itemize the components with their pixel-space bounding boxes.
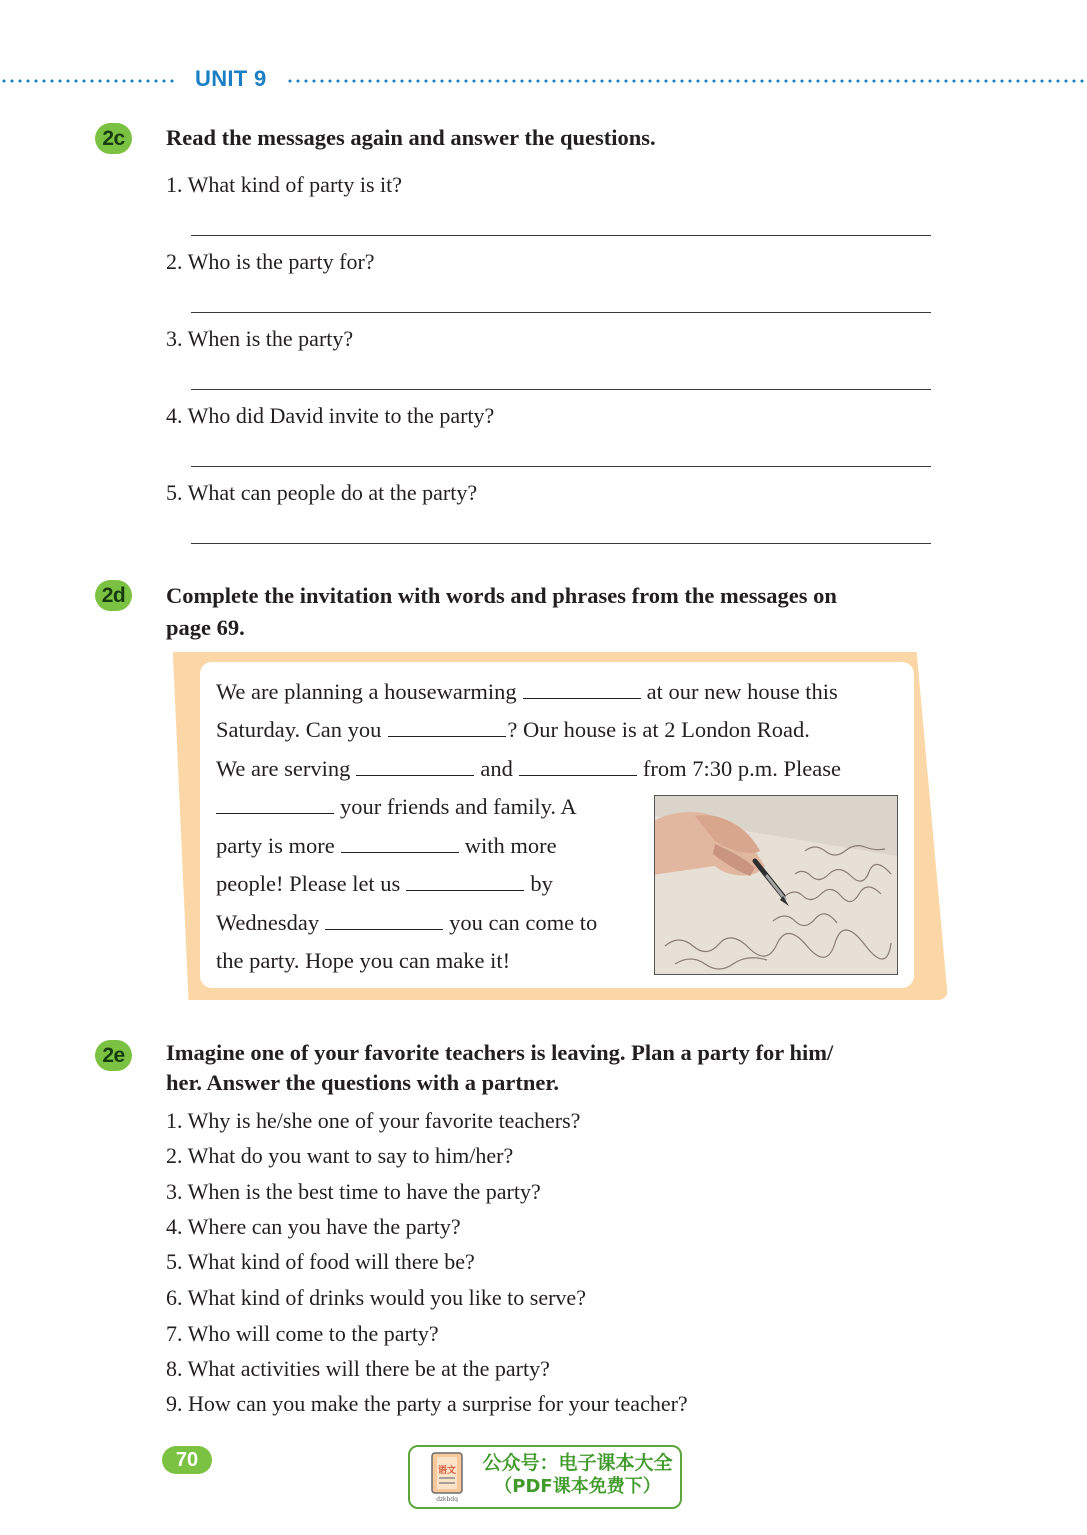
fill-in-blank-3[interactable]: [356, 774, 474, 776]
invitation-text: from 7:30 p.m. Please: [642, 756, 841, 781]
answer-line-3[interactable]: [191, 389, 931, 390]
question-2e-3: 3. When is the best time to have the party?: [166, 1179, 541, 1204]
watermark-logo-caption: dzkbdq: [436, 1496, 458, 1502]
invitation-text: you can come to: [449, 910, 598, 935]
section-2e-instruction-line1: Imagine one of your favorite teachers is leaving. Plan a party for him/: [166, 1040, 834, 1065]
invitation-text: ? Our house is at 2 London Road.: [507, 717, 810, 742]
fill-in-blank-1[interactable]: [523, 697, 641, 699]
invitation-text: at our new house this: [646, 679, 838, 704]
question-2e-1: 1. Why is he/she one of your favorite teachers?: [166, 1108, 581, 1133]
watermark-line-2: （PDF课本免费下）: [494, 1476, 661, 1497]
question-2e-6: 6. What kind of drinks would you like to serve?: [166, 1285, 586, 1310]
invitation-line-1: [216, 678, 838, 706]
invitation-line-4: [216, 793, 577, 821]
handwriting-illustration: [655, 796, 897, 974]
question-2e-2: 2. What do you want to say to him/her?: [166, 1143, 514, 1168]
question-2c-1: 1. What kind of party is it?: [166, 172, 403, 197]
question-2e-9: 9. How can you make the party a surprise for your teacher?: [166, 1391, 688, 1416]
question-2e-8: 8. What activities will there be at the party?: [166, 1356, 550, 1381]
page-number: 70: [162, 1446, 212, 1474]
answer-line-1[interactable]: [191, 235, 931, 236]
question-2e-7: 7. Who will come to the party?: [166, 1321, 439, 1346]
question-2e-4: 4. Where can you have the party?: [166, 1214, 461, 1239]
invitation-text: by: [530, 871, 553, 896]
invitation-text: the party. Hope you can make it!: [216, 948, 511, 973]
handwriting-photo-icon: [654, 795, 898, 975]
invitation-text: We are planning a housewarming: [216, 679, 517, 704]
section-2e-instruction-line2: her. Answer the questions with a partner.: [166, 1070, 559, 1095]
fill-in-blank-7[interactable]: [406, 889, 524, 891]
question-2c-2: 2. Who is the party for?: [166, 249, 375, 274]
fill-in-blank-5[interactable]: [216, 812, 334, 814]
invitation-line-2: [216, 716, 810, 744]
invitation-text: and: [480, 756, 513, 781]
watermark-line-1: 公众号：电子课本大全: [482, 1452, 673, 1474]
invitation-text: with more: [464, 833, 557, 858]
fill-in-blank-6[interactable]: [341, 851, 459, 853]
invitation-line-8: [216, 947, 510, 975]
section-2d-instruction-line2: page 69.: [166, 615, 245, 640]
invitation-line-3: [216, 755, 841, 783]
invitation-text: Saturday. Can you: [216, 717, 382, 742]
unit-title: UNIT 9: [195, 66, 267, 91]
section-2c-instruction: Read the messages again and answer the questions.: [166, 125, 656, 150]
answer-line-2[interactable]: [191, 312, 931, 313]
header-dotted-rule-left: [0, 79, 178, 83]
answer-line-5[interactable]: [191, 543, 931, 544]
invitation-line-5: [216, 832, 557, 860]
invitation-text: party is more: [216, 833, 335, 858]
invitation-line-6: [216, 870, 553, 898]
invitation-text: people! Please let us: [216, 871, 401, 896]
fill-in-blank-2[interactable]: [388, 735, 506, 737]
fill-in-blank-8[interactable]: [325, 928, 443, 930]
question-2c-3: 3. When is the party?: [166, 326, 354, 351]
invitation-text: Wednesday: [216, 910, 320, 935]
watermark-logo-text: 语文: [437, 1466, 457, 1476]
section-badge-2c: 2c: [95, 123, 132, 154]
invitation-line-7: [216, 909, 597, 937]
book-icon: [428, 1450, 468, 1502]
fill-in-blank-4[interactable]: [519, 774, 637, 776]
header-dotted-rule-right: [286, 79, 1087, 83]
section-badge-2d: 2d: [95, 580, 132, 611]
invitation-text: your friends and family. A: [340, 794, 577, 819]
watermark-banner: [408, 1445, 682, 1509]
section-badge-2e: 2e: [95, 1040, 132, 1071]
invitation-text: We are serving: [216, 756, 351, 781]
question-2c-5: 5. What can people do at the party?: [166, 480, 478, 505]
answer-line-4[interactable]: [191, 466, 931, 467]
section-2d-instruction-line1: Complete the invitation with words and phrases from the messages on: [166, 583, 837, 608]
question-2c-4: 4. Who did David invite to the party?: [166, 403, 495, 428]
question-2e-5: 5. What kind of food will there be?: [166, 1249, 475, 1274]
